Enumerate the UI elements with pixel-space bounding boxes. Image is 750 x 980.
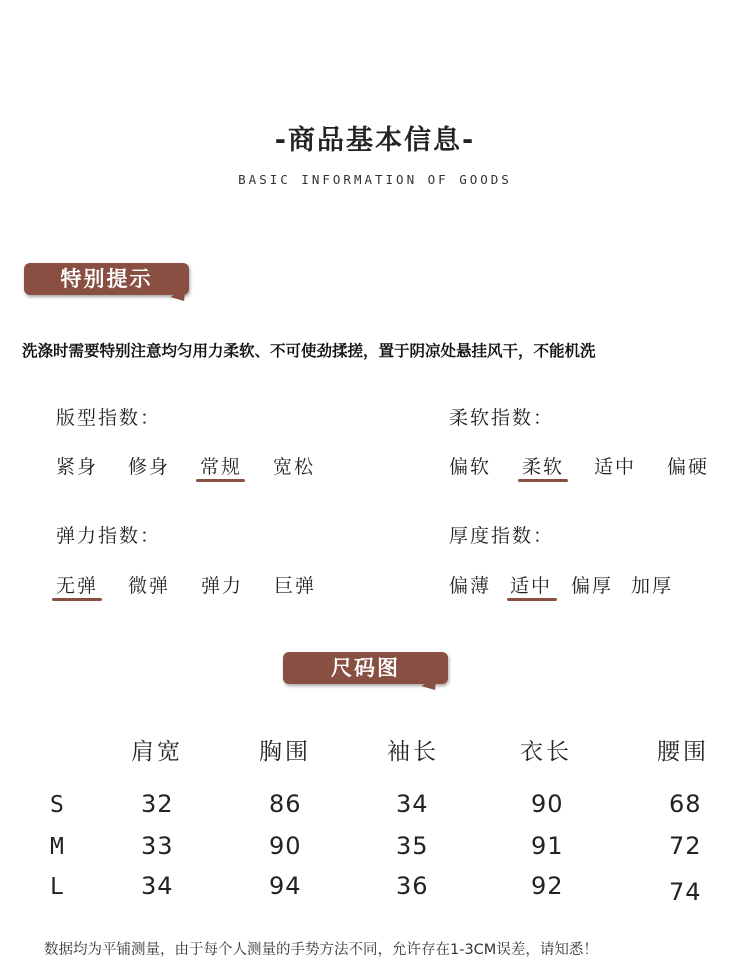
size-chart-tag <box>283 652 448 684</box>
page-subtitle: BASIC INFORMATION OF GOODS <box>238 172 512 187</box>
header-waist: 腰围 <box>657 739 709 765</box>
size-chart-label: 尺码图 <box>331 656 400 680</box>
size-label-m: M <box>50 834 64 860</box>
size-label-l: L <box>50 874 64 900</box>
table-cell: 68 <box>669 790 702 818</box>
size-label-s: S <box>50 792 64 818</box>
table-cell: 91 <box>531 832 564 860</box>
table-cell: 36 <box>396 872 429 900</box>
fit-index-title: 版型指数： <box>56 407 162 429</box>
table-cell: 90 <box>269 832 302 860</box>
softness-option-soft: 偏软 <box>449 456 492 478</box>
table-cell: 34 <box>396 790 429 818</box>
tag-tail-icon <box>421 676 442 695</box>
elasticity-selected-underline <box>52 598 102 601</box>
tag-tail-icon <box>170 287 191 306</box>
softness-option-hard: 偏硬 <box>667 456 710 478</box>
care-notice: 洗涤时需要特别注意均匀用力柔软、不可使劲揉搓，置于阴凉处悬挂风干，不能机洗 <box>22 342 596 360</box>
elasticity-index-title: 弹力指数： <box>56 525 162 547</box>
thickness-option-thin: 偏薄 <box>449 575 492 597</box>
softness-index-title: 柔软指数： <box>449 407 555 429</box>
fit-selected-underline <box>196 479 245 482</box>
table-cell: 32 <box>141 790 174 818</box>
table-cell: 33 <box>141 832 174 860</box>
table-cell: 34 <box>141 872 174 900</box>
header-chest: 胸围 <box>259 739 311 765</box>
thickness-index-title: 厚度指数： <box>449 525 555 547</box>
softness-selected-underline <box>518 479 568 482</box>
thickness-option-medium: 适中 <box>510 575 553 597</box>
page-title: -商品基本信息- <box>274 125 476 156</box>
table-cell: 92 <box>531 872 564 900</box>
fit-option-regular: 常规 <box>200 456 243 478</box>
table-cell: 90 <box>531 790 564 818</box>
header-length: 衣长 <box>520 739 572 765</box>
special-tip-tag <box>24 263 189 295</box>
table-cell: 35 <box>396 832 429 860</box>
table-cell: 86 <box>269 790 302 818</box>
table-cell: 72 <box>669 832 702 860</box>
softness-option-medium: 适中 <box>594 456 637 478</box>
elasticity-option-stretch: 弹力 <box>201 575 244 597</box>
thickness-option-thick: 偏厚 <box>571 575 614 597</box>
softness-option-supple: 柔软 <box>522 456 565 478</box>
elasticity-option-none: 无弹 <box>56 575 99 597</box>
fit-option-tight: 紧身 <box>56 456 99 478</box>
thickness-selected-underline <box>507 598 557 601</box>
measurement-note: 数据均为平铺测量，由于每个人测量的手势方法不同，允许存在1-3CM误差，请知悉！ <box>44 942 598 958</box>
fit-option-slim: 修身 <box>128 456 171 478</box>
header-shoulder: 肩宽 <box>131 739 183 765</box>
table-cell: 94 <box>269 872 302 900</box>
header-sleeve: 袖长 <box>387 739 439 765</box>
special-tip-label: 特别提示 <box>60 267 153 291</box>
fit-option-loose: 宽松 <box>273 456 316 478</box>
elasticity-option-slight: 微弹 <box>128 575 171 597</box>
table-cell: 74 <box>669 878 702 906</box>
thickness-option-extra-thick: 加厚 <box>631 575 674 597</box>
elasticity-option-high: 巨弹 <box>274 575 317 597</box>
